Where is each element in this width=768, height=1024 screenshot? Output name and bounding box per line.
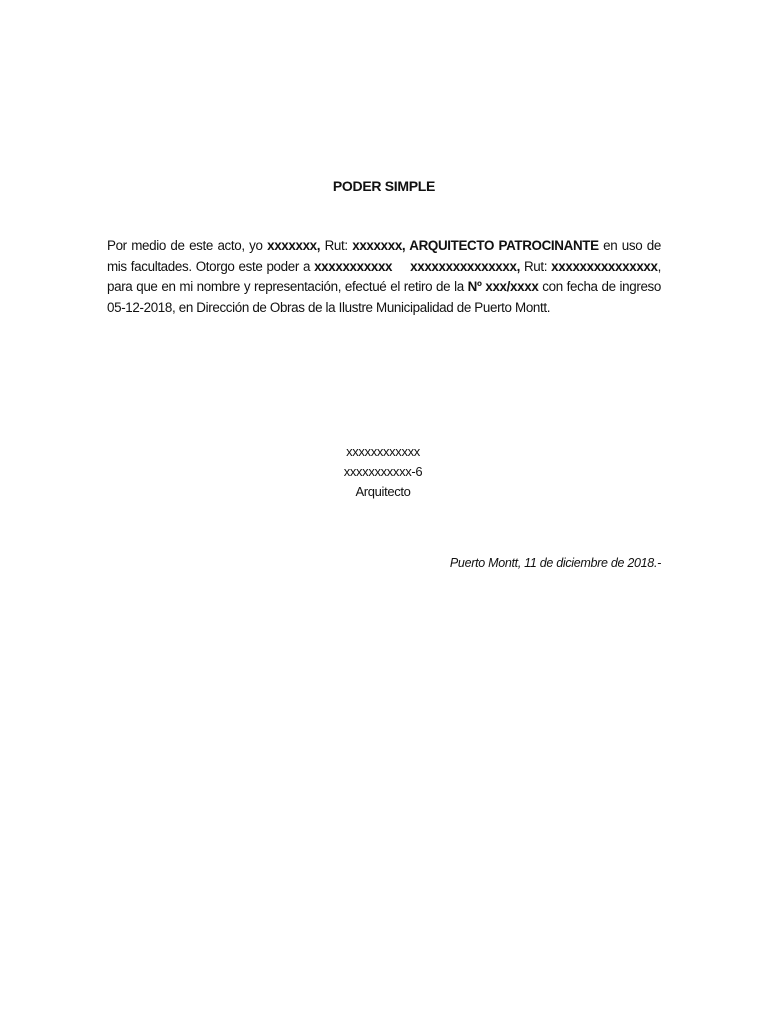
signatory-rut: xxxxxxxxxxx-6 <box>343 464 423 479</box>
paragraph-text: en uso de mis facultades. Otorgo este poder a <box>107 238 661 274</box>
signatory-role: Arquitecto <box>355 484 411 499</box>
grantee-rut: xxxxxxxxxxxxxxx <box>551 258 658 274</box>
signature-block <box>0 442 766 502</box>
file-number: Nº xxx/xxxx <box>467 279 539 294</box>
grantee-last-name: xxxxxxxxxxxxxxx, <box>410 258 520 274</box>
grantor-name: xxxxxxx, <box>267 238 321 253</box>
paragraph-text: , para que en mi nombre y representación, efectué el retiro de la <box>107 258 661 294</box>
grantee-first-name: xxxxxxxxxxx <box>314 258 393 274</box>
paragraph-text: Rut: <box>320 238 353 253</box>
paragraph-text: con fecha de ingreso 05-12-2018, en Dirección de Obras de la Ilustre Municipalidad de Puerto Montt. <box>107 279 661 315</box>
signatory-name: xxxxxxxxxxxx <box>346 444 420 459</box>
power-of-attorney-paragraph <box>107 236 661 318</box>
grantor-rut-and-role: xxxxxxx, ARQUITECTO PATROCINANTE <box>352 238 599 253</box>
paragraph-text: Rut: <box>519 258 552 274</box>
document-title: PODER SIMPLE <box>332 178 436 194</box>
paragraph-text: Por medio de este acto, yo <box>107 238 268 253</box>
place-and-date: Puerto Montt, 11 de diciembre de 2018.- <box>449 556 661 570</box>
